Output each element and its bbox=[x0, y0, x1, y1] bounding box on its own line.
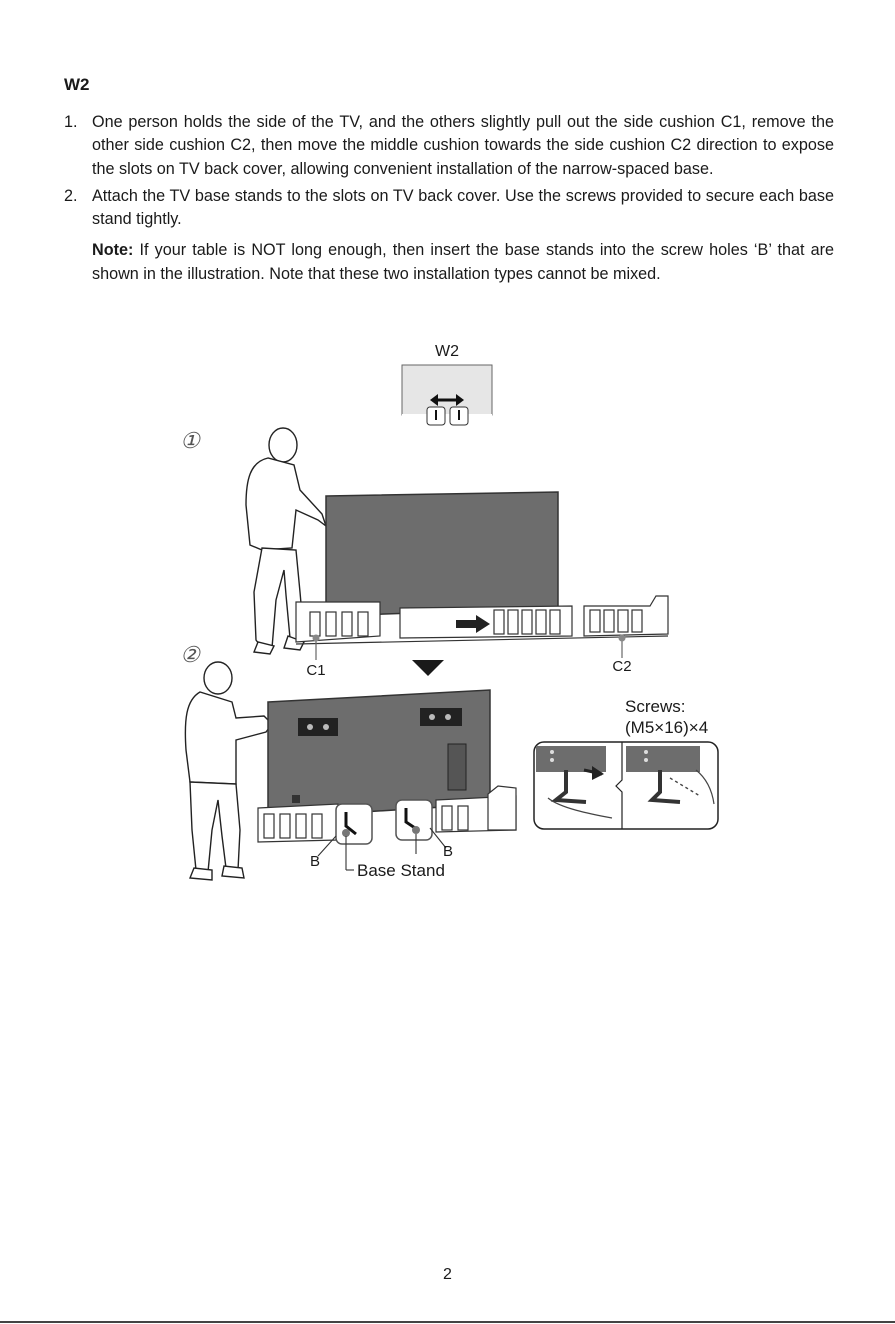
inset-title: W2 bbox=[435, 343, 459, 360]
base-stand-label: Base Stand bbox=[357, 861, 445, 880]
section-title: W2 bbox=[64, 75, 90, 94]
label-b-left: B bbox=[309, 853, 321, 870]
label-b-right: B bbox=[442, 843, 454, 860]
step-item bbox=[64, 111, 834, 181]
page-number: 2 bbox=[443, 1266, 452, 1283]
person-icon bbox=[185, 662, 272, 880]
step-number: 2. bbox=[64, 186, 78, 205]
instruction-steps bbox=[64, 111, 834, 286]
bottom-rule bbox=[0, 1321, 895, 1323]
screw-detail-panel bbox=[534, 742, 718, 829]
screws-spec: (M5×16)×4 bbox=[625, 718, 709, 737]
note-paragraph bbox=[92, 239, 834, 286]
step-item bbox=[64, 185, 834, 286]
note-text: If your table is NOT long enough, then insert the base stands into the screw holes ‘B’ that are shown in the illustration. Note that these two installation types cannot be mixed. bbox=[92, 241, 834, 283]
note-label: Note: bbox=[92, 241, 134, 260]
step-marker-2: ② bbox=[180, 642, 200, 667]
down-arrow-icon bbox=[412, 660, 444, 676]
step-number: 1. bbox=[64, 113, 78, 131]
screws-label: Screws: bbox=[625, 697, 686, 716]
step-text: One person holds the side of the TV, and the others slightly pull out the side cushion C1, remove the other side cushion C2, then move the middle cushion towards the side cushion C2 direction to expose the slots on TV back cover, allowing convenient installation of the narrow-spaced base. bbox=[92, 113, 834, 178]
step-marker-1: ① bbox=[180, 428, 200, 453]
w2-inset bbox=[402, 343, 492, 425]
installation-illustration bbox=[0, 330, 895, 890]
label-c2: C2 bbox=[612, 658, 632, 675]
step-text: Attach the TV base stands to the slots on TV back cover. Use the screws provided to secure each base stand tightly. bbox=[92, 186, 834, 229]
label-c1: C1 bbox=[306, 662, 326, 679]
tv-screen bbox=[326, 492, 558, 616]
